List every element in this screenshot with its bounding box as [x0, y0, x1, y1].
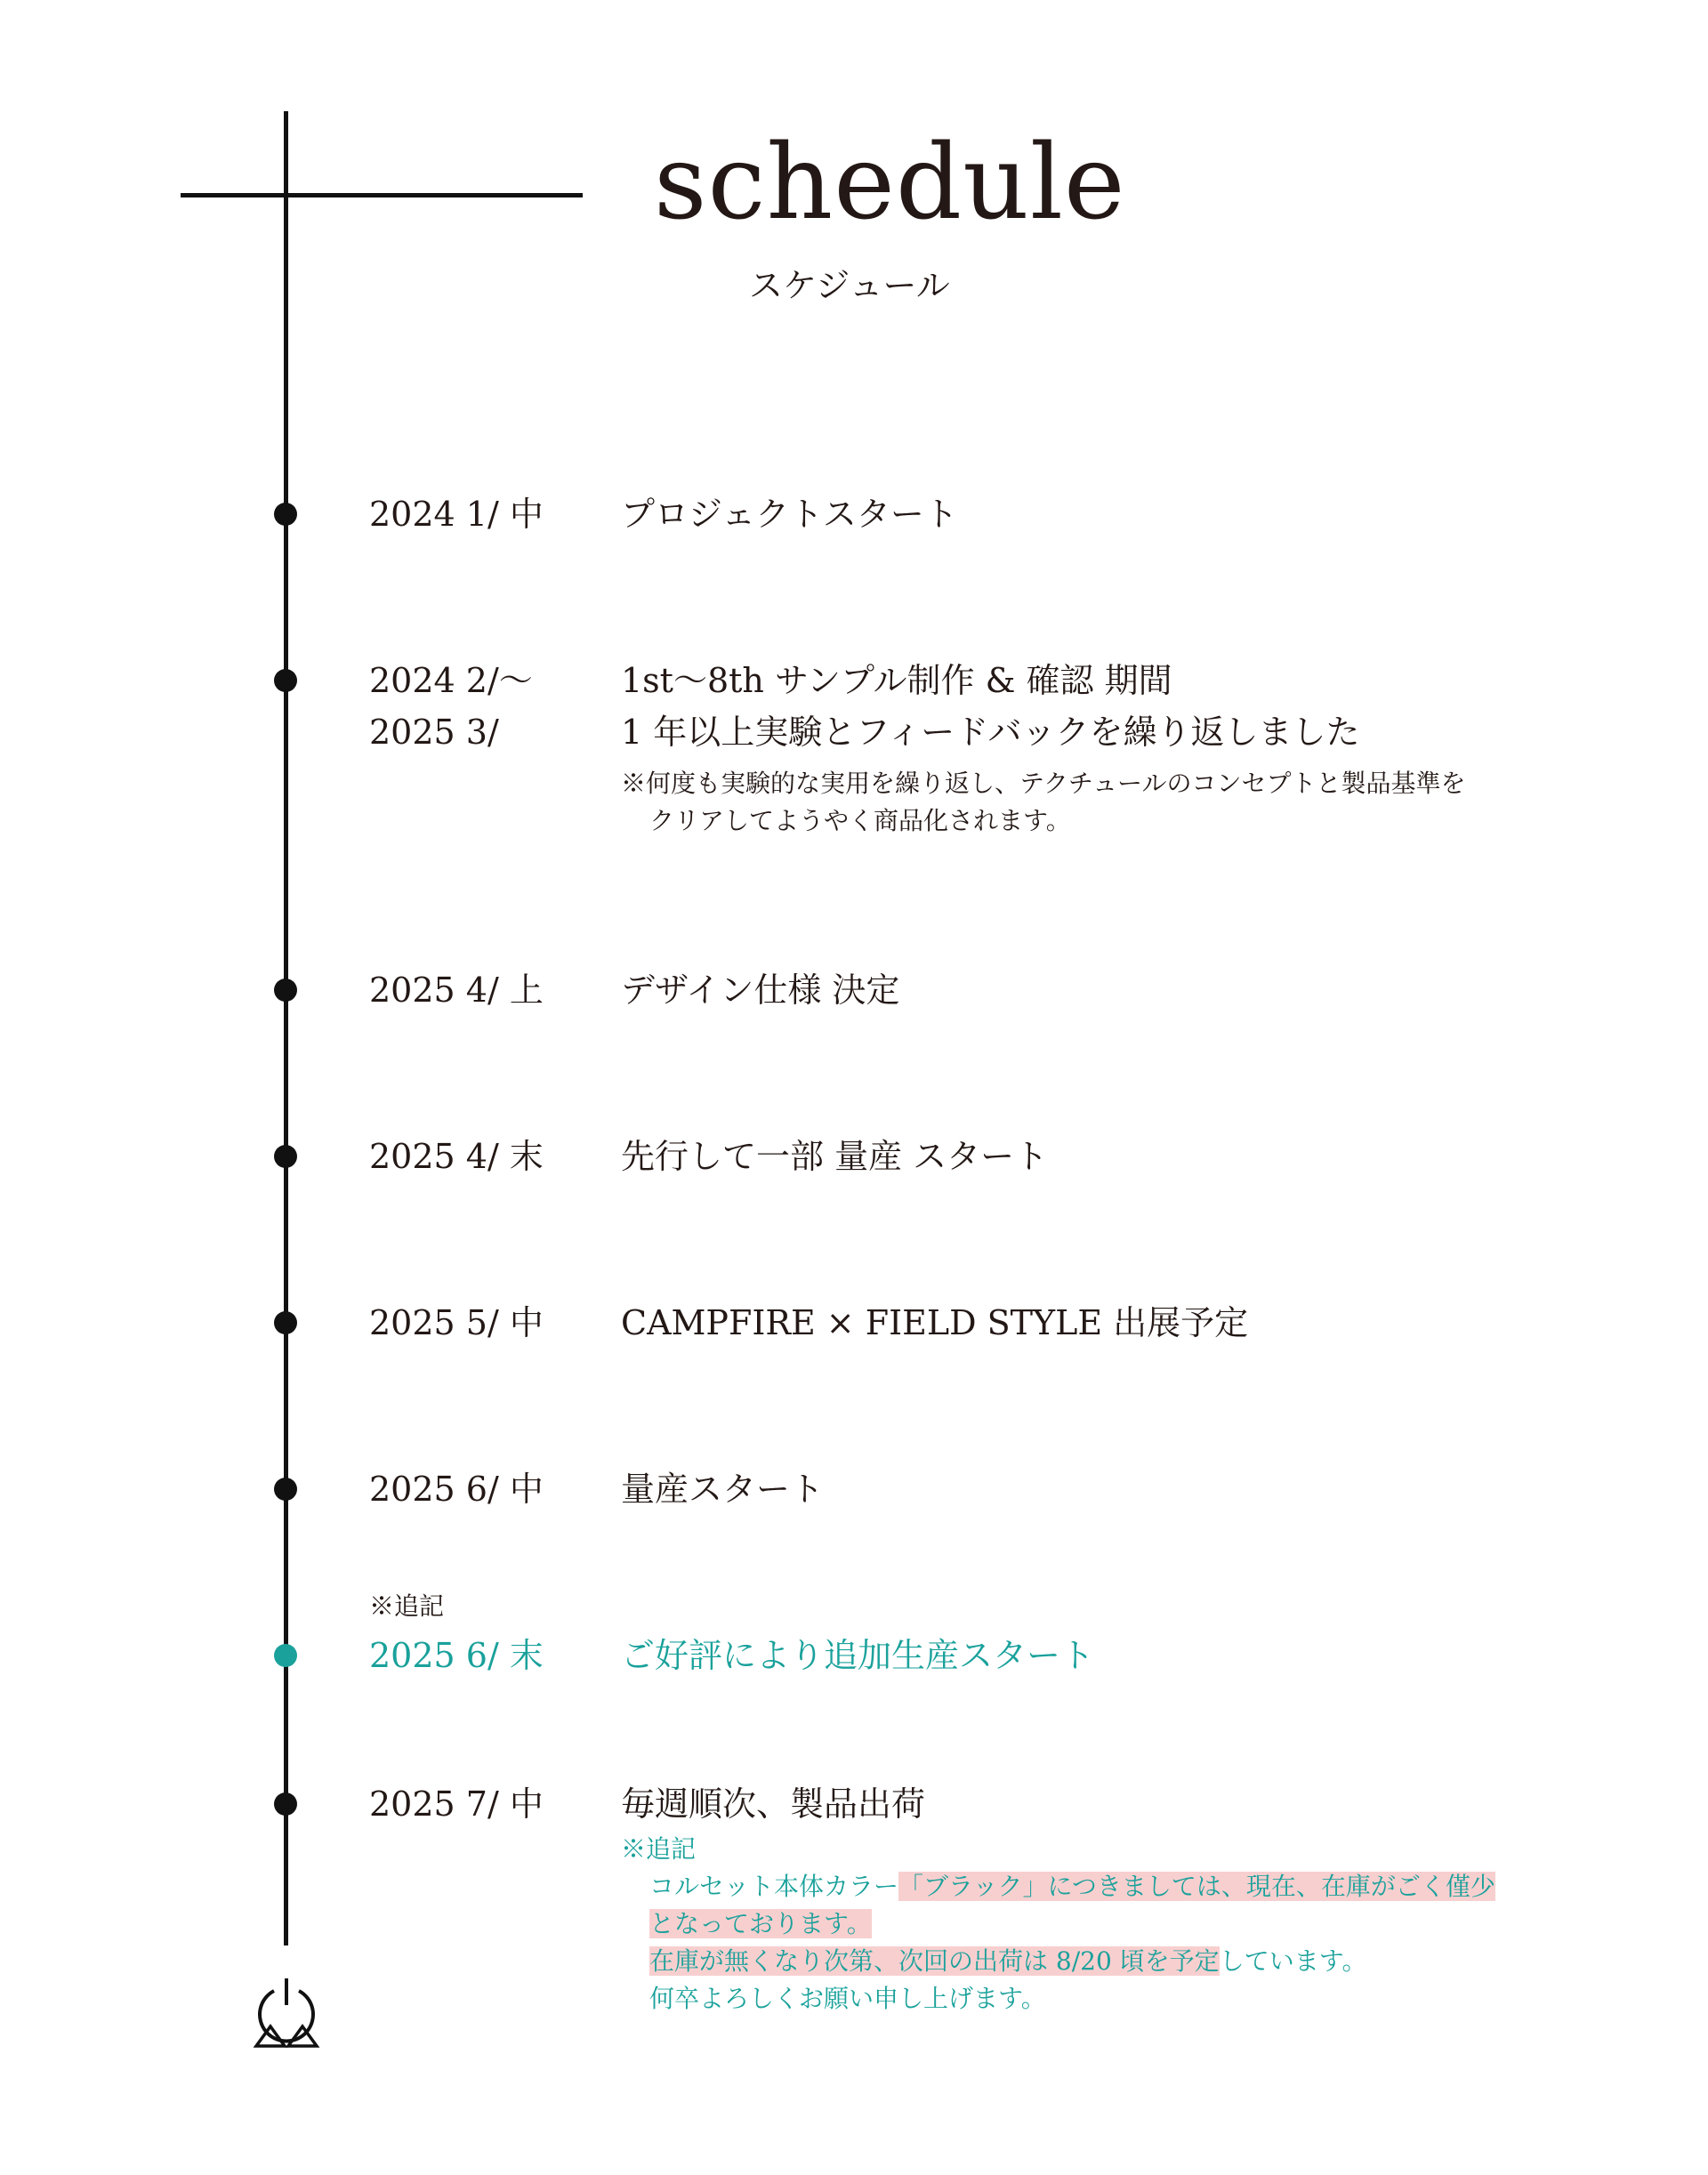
- timeline-date: 2025 4/ 上: [369, 971, 544, 1010]
- timeline-dot: [274, 1311, 297, 1334]
- timeline-event: 毎週順次、製品出荷: [621, 1784, 926, 1824]
- timeline-note: [621, 765, 1465, 840]
- timeline-event: デザイン仕様 決定: [621, 971, 900, 1010]
- addendum-highlight: 「ブラック」につきましては、現在、在庫がごく僅少: [898, 1872, 1495, 1901]
- timeline-event: 量産スタート: [621, 1470, 825, 1509]
- timeline-dot: [274, 1478, 297, 1501]
- title-rule: [181, 193, 583, 197]
- timeline-dot: [274, 1792, 297, 1816]
- timeline-note-line: クリアしてようやく商品化されます。: [649, 806, 1071, 835]
- addendum-line: [621, 1905, 1495, 1943]
- timeline-date: 2024 1/ 中: [369, 495, 544, 534]
- timeline-date: 2025 7/ 中: [369, 1784, 544, 1824]
- addendum-text: しています。: [1219, 1946, 1367, 1976]
- addendum-line: [621, 1868, 1495, 1905]
- timeline-date: 2025 6/ 中: [369, 1470, 544, 1509]
- timeline-event: 1st〜8th サンプル制作 & 確認 期間: [621, 661, 1172, 700]
- addendum-line: [621, 1943, 1495, 1980]
- timeline-event-detail: 1 年以上実験とフィードバックを繰り返しました: [621, 713, 1360, 752]
- page-subtitle: スケジュール: [749, 266, 950, 305]
- timeline-date: 2025 4/ 末: [369, 1137, 544, 1176]
- timeline-dot: [274, 979, 297, 1002]
- addendum-line: 何卒よろしくお願い申し上げます。: [649, 1984, 1046, 2013]
- timeline-dot: [274, 1145, 297, 1168]
- page-title: schedule: [654, 123, 1126, 243]
- timeline-event: 先行して一部 量産 スタート: [621, 1137, 1049, 1176]
- timeline-dot: [274, 669, 297, 692]
- timeline-dot-accent: [274, 1644, 297, 1667]
- timeline-axis: [284, 111, 288, 1945]
- timeline-date: 2025 5/ 中: [369, 1303, 544, 1342]
- timeline-date-end: 2025 3/: [369, 713, 499, 752]
- timeline-event: プロジェクトスタート: [621, 495, 958, 534]
- timeline-date: 2025 6/ 末: [369, 1636, 544, 1675]
- timeline-date: 2024 2/〜: [369, 661, 533, 700]
- addendum-highlight: となっております。: [649, 1909, 872, 1938]
- timeline-note-line: ※何度も実験的な実用を繰り返し、テクチュールのコンセプトと製品基準を: [621, 769, 1466, 798]
- addendum-mark: ※追記: [621, 1834, 697, 1864]
- addendum-text: コルセット本体カラー: [649, 1872, 899, 1901]
- addendum-mark: ※追記: [369, 1591, 445, 1621]
- timeline-dot: [274, 503, 297, 526]
- timeline-event: ご好評により追加生産スタート: [621, 1636, 1095, 1675]
- power-triangle-logo-icon: [253, 1975, 320, 2048]
- timeline-event: CAMPFIRE × FIELD STYLE 出展予定: [621, 1303, 1249, 1342]
- addendum-highlight: 在庫が無くなり次第、次回の出荷は 8/20 頃を予定: [649, 1946, 1220, 1976]
- addendum-note: [621, 1831, 1495, 2018]
